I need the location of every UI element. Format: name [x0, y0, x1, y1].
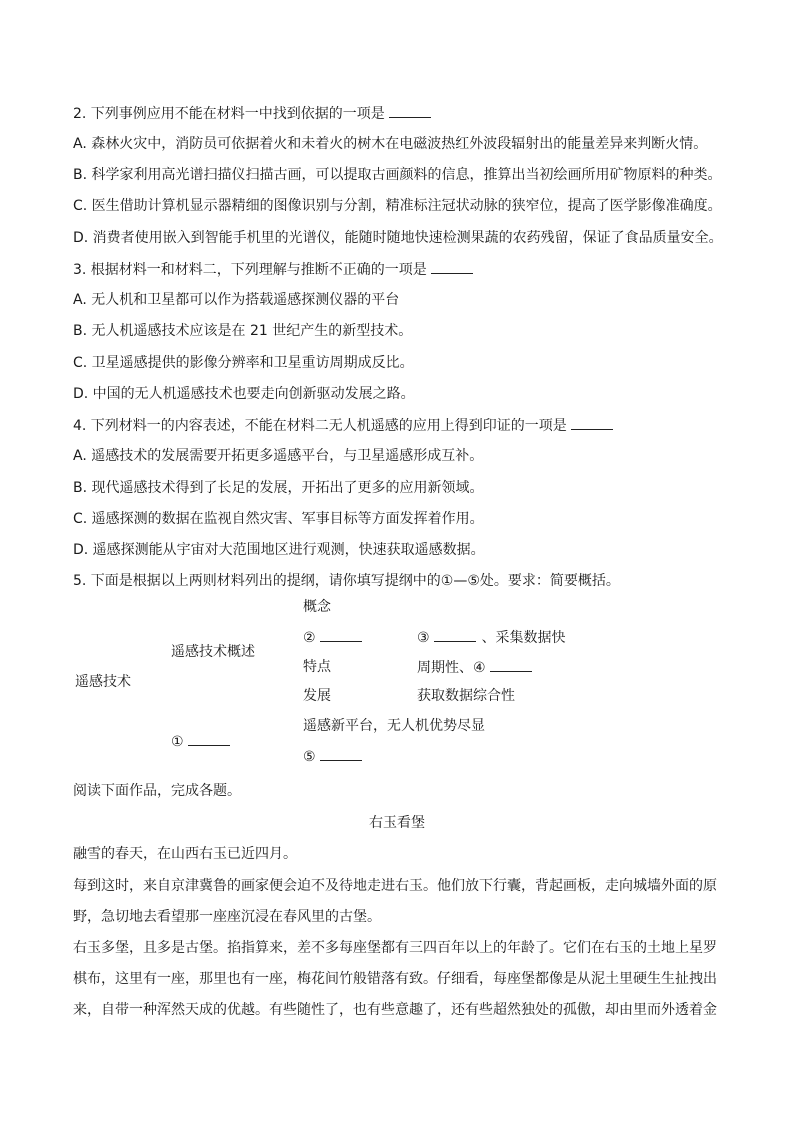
q3-stem: 3. 根据材料一和材料二，下列理解与推断不正确的一项是: [73, 259, 473, 280]
reading-intro: 阅读下面作品，完成各题。: [73, 783, 241, 799]
q2-option-b: B. 科学家利用高光谱扫描仪扫描古画，可以提取古画颜料的信息，推算出当初绘画所用矿物原料的种类。: [73, 167, 722, 183]
outline-blank-1: ①: [171, 731, 230, 752]
answer-blank[interactable]: [389, 103, 431, 118]
q4-stem: 4. 下列材料一的内容表述，不能在材料二无人机遥感的应用上得到印证的一项是: [73, 415, 613, 436]
q4-option-c: C. 遥感探测的数据在监视自然灾害、军事目标等方面发挥着作用。: [73, 511, 484, 527]
q2-option-c: C. 医生借助计算机显示器精细的图像识别与分割，精准标注冠状动脉的狭窄位，提高了医学影像准确度。: [73, 198, 722, 214]
q2-option-a: A. 森林火灾中，消防员可依据着火和未着火的树木在电磁波热红外波段辐射出的能量差异来判断火情。: [73, 136, 708, 152]
reading-paragraph: 每到这时，来自京津冀鲁的画家便会迫不及待地走进右玉。他们放下行囊，背起画板，走向城墙外面的原: [73, 878, 717, 894]
q5-stem: 5. 下面是根据以上两则材料列出的提纲，请你填写提纲中的①—⑤处。要求：简要概括。: [73, 573, 620, 589]
outline-comprehensive: 获取数据综合性: [417, 688, 515, 704]
q4-option-d: D. 遥感探测能从宇宙对大范围地区进行观测，快速获取遥感数据。: [73, 542, 485, 558]
answer-blank[interactable]: [571, 415, 613, 430]
reading-paragraph: 棋布，这里有一座，那里也有一座，梅花间竹般错落有致。仔细看，每座堡都像是从泥土里硬生生扯拽出: [73, 971, 717, 987]
q4-option-b: B. 现代遥感技术得到了长足的发展，开拓出了更多的应用新领域。: [73, 480, 484, 496]
answer-blank[interactable]: [188, 731, 230, 746]
reading-title: 右玉看堡: [369, 815, 425, 831]
q2-stem: 2. 下列事例应用不能在材料一中找到依据的一项是: [73, 103, 431, 124]
outline-newplatform: 遥感新平台，无人机优势尽显: [303, 718, 485, 734]
q3-option-c: C. 卫星遥感提供的影像分辨率和卫星重访周期成反比。: [73, 355, 414, 371]
answer-blank[interactable]: [490, 657, 532, 672]
outline-blank-3: ③ 、采集数据快: [417, 627, 566, 648]
q3-option-a: A. 无人机和卫星都可以作为搭载遥感探测仪器的平台: [73, 292, 400, 308]
outline-develop: 发展: [303, 688, 331, 704]
q3-option-b: B. 无人机遥感技术应该是在 21 世纪产生的新型技术。: [73, 323, 413, 339]
outline-blank-5: ⑤: [303, 746, 362, 767]
reading-paragraph: 来，自带一种浑然天成的优越。有些随性了，也有些意趣了，还有些超然独处的孤傲，却由里而外透着金: [73, 1002, 717, 1018]
outline-blank-2: ②: [303, 627, 362, 648]
reading-paragraph: 融雪的春天，在山西右玉已近四月。: [73, 846, 297, 862]
outline-overview: 遥感技术概述: [171, 644, 255, 660]
outline-feature: 特点: [303, 659, 331, 675]
answer-blank[interactable]: [320, 746, 362, 761]
q4-option-a: A. 遥感技术的发展需要开拓更多遥感平台，与卫星遥感形成互补。: [73, 448, 484, 464]
reading-paragraph: 右玉多堡，且多是古堡。掐指算来，差不多每座堡都有三四百年以上的年龄了。它们在右玉的土地上星罗: [73, 940, 717, 956]
outline-period: 周期性、④: [417, 657, 532, 678]
reading-paragraph: 野，急切地去看望那一座座沉浸在春风里的古堡。: [73, 909, 381, 925]
answer-blank[interactable]: [320, 627, 362, 642]
answer-blank[interactable]: [431, 259, 473, 274]
q3-option-d: D. 中国的无人机遥感技术也要走向创新驱动发展之路。: [73, 386, 415, 402]
outline-concept: 概念: [303, 599, 331, 615]
answer-blank[interactable]: [434, 627, 476, 642]
q2-option-d: D. 消费者使用嵌入到智能手机里的光谱仪，能随时随地快速检测果蔬的农药残留，保证了食品质量安全。: [73, 230, 723, 246]
outline-root: 遥感技术: [75, 674, 131, 690]
